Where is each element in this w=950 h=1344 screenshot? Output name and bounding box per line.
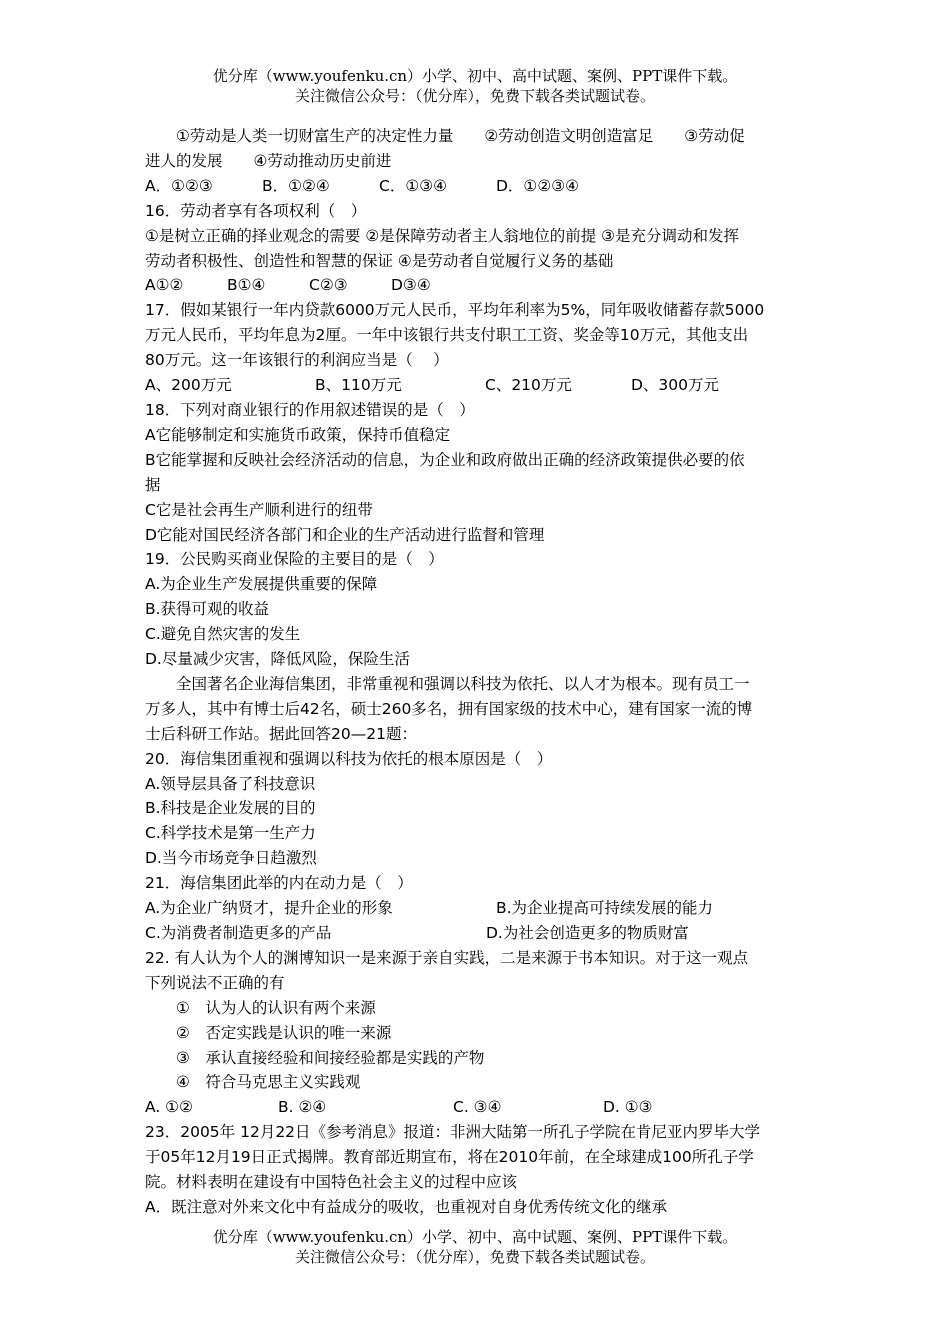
header-line-1: 优分库（www.youfenku.cn）小学、初中、高中试题、案例、PPT课件下载。 — [212, 67, 738, 85]
q15-stem-line-1: ①劳动是人类一切财富生产的决定性力量 ②劳动创造文明创造富足 ③劳动促 — [176, 127, 745, 145]
q20-title: 20．海信集团重视和强调以科技为依托的根本原因是（ ） — [145, 749, 553, 768]
header-line-2: 关注微信公众号：（优分库），免费下载各类试题试卷。 — [294, 87, 655, 105]
q21-title: 21．海信集团此举的内在动力是（ ） — [145, 874, 413, 893]
page-header — [0, 66, 950, 106]
q15-options — [145, 174, 810, 199]
q15-option-b: B．①②④ — [262, 176, 330, 195]
q19-option-c: C.避免自然灾害的发生 — [145, 625, 301, 644]
q17-line-1: 17．假如某银行一年内贷款6000万元人民币，平均年利率为5%，同年吸收储蓄存款5000 — [145, 301, 765, 320]
q16-option-a: A①② — [145, 276, 184, 295]
q16-line-1: ①是树立正确的择业观念的需要 ②是保障劳动者主人翁地位的前提 ③是充分调动和发挥 — [145, 226, 740, 245]
material-line-1: 全国著名企业海信集团，非常重视和强调以科技为依托、以人才为根本。现有员工一 — [176, 674, 750, 693]
q21-option-b: B.为企业提高可持续发展的能力 — [496, 899, 714, 918]
q21-option-a: A.为企业广纳贤才，提升企业的形象 — [145, 899, 393, 918]
q22-line-1: 22. 有人认为个人的渊博知识一是来源于亲自实践，二是来源于书本知识。对于这一观点 — [145, 948, 749, 967]
q22-item-4: ④ 符合马克思主义实践观 — [176, 1073, 361, 1092]
q18-option-b-line-2: 据 — [145, 475, 161, 494]
q15-option-a: A．①②③ — [145, 176, 213, 195]
q18-title: 18．下列对商业银行的作用叙述错误的是（ ） — [145, 400, 475, 419]
q19-option-b: B.获得可观的收益 — [145, 600, 270, 619]
q22-item-3: ③ 承认直接经验和间接经验都是实践的产物 — [176, 1048, 485, 1067]
q22-option-c: C. ③④ — [453, 1098, 502, 1117]
q18-option-d: D它能对国民经济各部门和企业的生产活动进行监督和管理 — [145, 525, 545, 544]
q15-option-d: D．①②③④ — [496, 176, 580, 195]
q16-line-2: 劳动者积极性、创造性和智慧的保证 ④是劳动者自觉履行义务的基础 — [145, 251, 614, 270]
q23-line-1: 23．2005年 12月22日《参考消息》报道：非洲大陆第一所孔子学院在肯尼亚内罗毕大学 — [145, 1123, 761, 1142]
q17-options — [145, 373, 810, 398]
q21-option-c: C.为消费者制造更多的产品 — [145, 924, 332, 942]
q21-options-row-2 — [145, 921, 810, 946]
q23-option-a: A．既注意对外来文化中有益成分的吸收，也重视对自身优秀传统文化的继承 — [145, 1197, 668, 1216]
q15-stem-line-2: 进人的发展 ④劳动推动历史前进 — [145, 151, 392, 170]
q18-option-c: C它是社会再生产顺利进行的纽带 — [145, 500, 373, 519]
q21-options-row-1 — [145, 896, 810, 921]
q22-item-1: ① 认为人的认识有两个来源 — [176, 998, 376, 1017]
q22-option-d: D. ①③ — [603, 1098, 653, 1117]
document-body — [145, 124, 810, 1220]
page-footer — [0, 1227, 950, 1267]
q20-option-c: C.科学技术是第一生产力 — [145, 824, 316, 843]
q20-option-d: D.当今市场竞争日趋激烈 — [145, 849, 317, 868]
q17-option-c: C、210万元 — [485, 376, 572, 395]
q20-option-a: A.领导层具备了科技意识 — [145, 774, 316, 793]
q22-options — [145, 1095, 810, 1120]
footer-line-2: 关注微信公众号：（优分库），免费下载各类试题试卷。 — [294, 1248, 655, 1266]
q23-line-3: 院。材料表明在建设有中国特色社会主义的过程中应该 — [145, 1173, 518, 1192]
q15-option-c: C．①③④ — [379, 176, 448, 195]
q17-option-d: D、300万元 — [631, 376, 720, 395]
q22-option-a: A. ①② — [145, 1098, 193, 1117]
q16-option-b: B①④ — [227, 276, 266, 295]
q16-options — [145, 273, 810, 298]
q16-title: 16．劳动者享有各项权利（ ） — [145, 201, 367, 220]
q17-line-2: 万元人民币，平均年息为2厘。一年中该银行共支付职工工资、奖金等10万元，其他支出 — [145, 326, 749, 345]
q22-option-b: B. ②④ — [278, 1098, 327, 1117]
q19-option-d: D.尽量减少灾害，降低风险，保险生活 — [145, 650, 410, 669]
q16-option-d: D③④ — [391, 276, 431, 295]
q18-option-b-line-1: B它能掌握和反映社会经济活动的信息，为企业和政府做出正确的经济政策提供必要的依 — [145, 450, 745, 469]
footer-line-1: 优分库（www.youfenku.cn）小学、初中、高中试题、案例、PPT课件下载。 — [212, 1228, 738, 1246]
q20-option-b: B.科技是企业发展的目的 — [145, 799, 316, 818]
q22-line-2: 下列说法不正确的有 — [145, 973, 285, 992]
q17-option-a: A、200万元 — [145, 376, 232, 395]
material-line-2: 万多人，其中有博士后42名，硕士260多名，拥有国家级的技术中心，建有国家一流的博 — [145, 699, 753, 718]
q19-title: 19．公民购买商业保险的主要目的是（ ） — [145, 550, 444, 569]
q17-line-3: 80万元。这一年该银行的利润应当是（ ） — [145, 351, 449, 370]
material-line-3: 士后科研工作站。据此回答20—21题： — [145, 724, 417, 743]
q18-option-a: A它能够制定和实施货币政策，保持币值稳定 — [145, 425, 451, 444]
q22-item-2: ② 否定实践是认识的唯一来源 — [176, 1023, 392, 1042]
q23-line-2: 于05年12月19日正式揭牌。教育部近期宣布，将在2010年前，在全球建成100所孔子学 — [145, 1148, 754, 1167]
q19-option-a: A.为企业生产发展提供重要的保障 — [145, 575, 378, 594]
q17-option-b: B、110万元 — [315, 376, 402, 395]
q21-option-d: D.为社会创造更多的物质财富 — [486, 924, 689, 942]
q16-option-c: C②③ — [309, 276, 348, 295]
